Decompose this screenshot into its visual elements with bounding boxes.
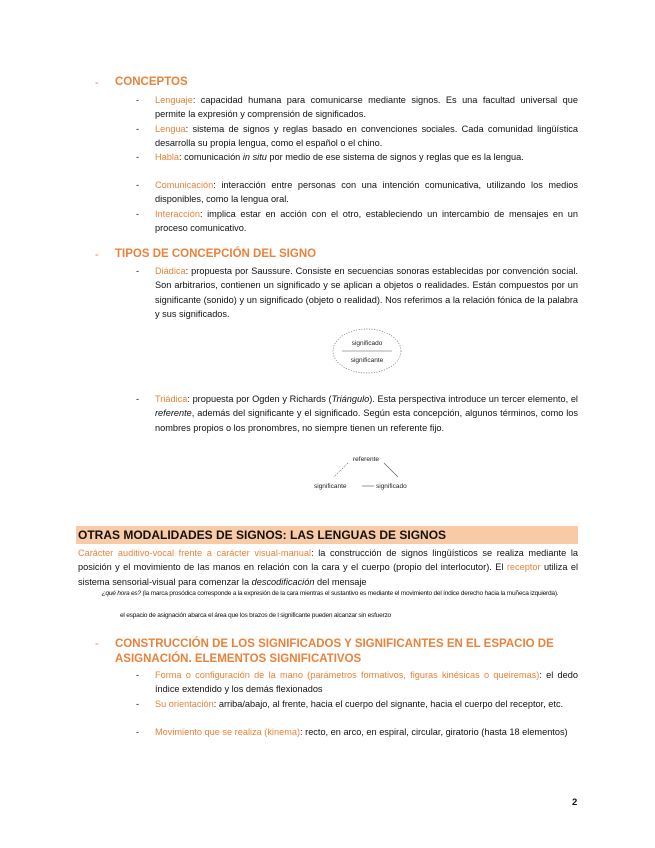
note-espacio-asignacion: el espacio de asignación abarca el área que los brazos de l significante pueden alcanzar sin esfuerzo	[120, 612, 391, 619]
term-habla: Habla	[155, 152, 180, 162]
section-bullet: -	[95, 638, 99, 650]
list-item: - Diádica: propuesta por Saussure. Consiste en secuencias sonoras establecidas por convención social. Son arbitrarios, contienen un significado y se aplican a objetos o realidades. Están compuestos por un significante (sonido) y un significado (objeto o realidad). Nos referimos a la relación fónica de la palabra y sus significados.	[136, 266, 578, 320]
term-lengua: Lengua	[155, 124, 186, 134]
list-item: - Movimiento que se realiza (kinema): recto, en arco, en espiral, circular, giratorio (hasta 18 elementos)	[136, 727, 568, 737]
list-item: - Forma o configuración de la mano (parámetros formativos, figuras kinésicas o queiremas): el dedo índice extendido y los demás flexionados	[136, 670, 578, 695]
diadic-sign-diagram	[330, 326, 406, 376]
diagram-label-significado: significado	[351, 340, 383, 347]
list-item: - Lenguaje: capacidad humana para comunicarse mediante signos. Es una facultad universal que permite la expresión y comprensión de significados.	[136, 95, 578, 120]
paragraph-caracter: Carácter auditivo-vocal frente a carácter visual-manual: la construcción de signos lingüísticos se realiza mediante la posición y el movimiento de las manos en relación con la cara y el cuerpo (propio del interlocutor). El receptor utiliza el sistema sensorial-visual para comenzar la descodificación del mensaje	[78, 548, 578, 587]
term-forma: Forma o configuración de la mano (parámetros formativos, figuras kinésicas o queiremas)	[155, 670, 540, 680]
term-comunicacion: Comunicación	[155, 180, 214, 190]
section-bullet: -	[95, 249, 99, 261]
section-banner: OTRAS MODALIDADES DE SIGNOS: LAS LENGUAS DE SIGNOS	[76, 526, 578, 544]
section-title-tipos: TIPOS DE CONCEPCIÓN DEL SIGNO	[115, 248, 317, 260]
list-item: - Su orientación: arriba/abajo, al frente, hacia el cuerpo del signante, hacia el cuerpo del receptor, etc.	[136, 699, 564, 709]
list-item: - Triádica: propuesta por Ogden y Richards (Triángulo). Esta perspectiva introduce un tercer elemento, el referente, además del significante y el significado. Según esta concepción, algunos términos, como los nombres propios o los pronombres, no siempre tienen un referente fijo.	[136, 394, 578, 433]
term-orientacion: Su orientación	[155, 699, 214, 709]
term-diadica: Diádica	[155, 266, 186, 276]
list-item: - Habla: comunicación in situ por medio de ese sistema de signos y reglas que es la lengua.	[136, 152, 524, 162]
section-title-conceptos: CONCEPTOS	[115, 76, 188, 88]
section-bullet: -	[95, 77, 99, 89]
section-title-construccion: CONSTRUCCIÓN DE LOS SIGNIFICADOS Y SIGNIFICANTES EN EL ESPACIO DE ASIGNACIÓN. ELEMENTOS SIGNIFICATIVOS	[115, 638, 554, 665]
term-lenguaje: Lenguaje	[155, 95, 193, 105]
diagram-label-significante: significante	[314, 483, 347, 490]
diagram-label-referente: referente	[352, 456, 380, 463]
triadic-sign-diagram	[310, 452, 422, 492]
diagram-label-significante: significante	[350, 357, 384, 364]
term-triadica: Triádica	[155, 394, 188, 404]
note-que-hora-es: ¿qué hora es? (la marca prosódica corresponde a la expresión de la cara mientras el sustantivo es mediante el movimiento del índice derecho hacia la muñeca izquierda).	[101, 590, 559, 597]
term-movimiento: Movimiento que se realiza (kinema)	[155, 727, 301, 737]
page-number: 2	[572, 797, 578, 808]
list-item: - Comunicación: interacción entre personas con una intención comunicativa, utilizando los medios disponibles, como la lengua oral.	[136, 180, 578, 205]
term-interaccion: Interacción	[155, 209, 200, 219]
list-item: - Interacción: implica estar en acción con el otro, estableciendo un intercambio de mensajes en un proceso comunicativo.	[136, 209, 578, 234]
diagram-label-significado: significado	[376, 483, 407, 490]
list-item: - Lengua: sistema de signos y reglas basado en convenciones sociales. Cada comunidad lingüística desarrolla su propia lengua, como el español o el chino.	[136, 124, 578, 149]
